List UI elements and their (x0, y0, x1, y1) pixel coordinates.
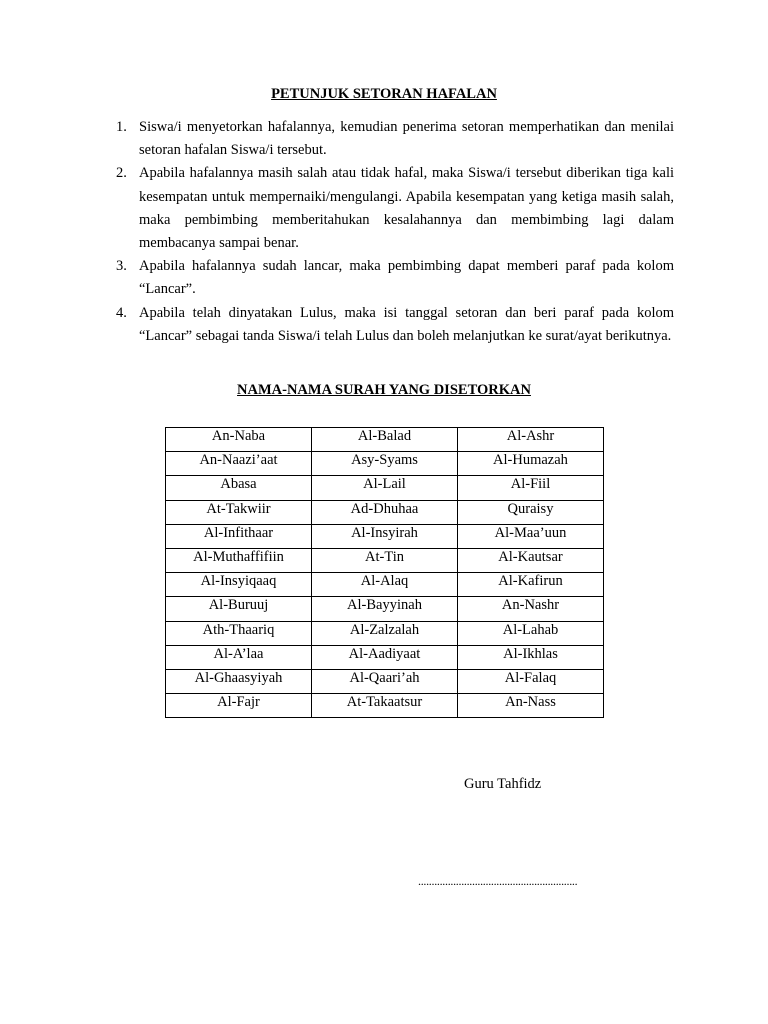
surah-table-body (166, 428, 604, 718)
table-cell: Al-Balad (312, 428, 458, 452)
table-cell: Al-A’laa (166, 645, 312, 669)
table-cell: An-Naba (166, 428, 312, 452)
table-cell: Al-Insyiqaaq (166, 573, 312, 597)
table-cell: Al-Infithaar (166, 524, 312, 548)
instruction-list (114, 116, 674, 348)
table-cell: Al-Lail (312, 476, 458, 500)
table-cell: Al-Kafirun (458, 573, 604, 597)
instruction-item (114, 255, 674, 301)
instruction-item (114, 302, 674, 348)
table-cell: Al-Lahab (458, 621, 604, 645)
table-row (166, 452, 604, 476)
table-cell: Al-Kautsar (458, 548, 604, 572)
table-cell: At-Tin (312, 548, 458, 572)
table-row (166, 621, 604, 645)
table-cell: Asy-Syams (312, 452, 458, 476)
table-row (166, 476, 604, 500)
table-cell: Quraisy (458, 500, 604, 524)
page-title: PETUNJUK SETORAN HAFALAN (271, 86, 497, 102)
table-cell: Al-Ikhlas (458, 645, 604, 669)
table-cell: Al-Muthaffifiin (166, 548, 312, 572)
table-row (166, 597, 604, 621)
table-cell: Al-Ghaasyiyah (166, 669, 312, 693)
table-row (166, 548, 604, 572)
table-cell: An-Naazi’aat (166, 452, 312, 476)
table-cell: Al-Fajr (166, 694, 312, 718)
instruction-number: 4. (116, 304, 127, 321)
table-cell: Al-Fiil (458, 476, 604, 500)
table-row (166, 428, 604, 452)
table-cell: An-Nass (458, 694, 604, 718)
table-cell: Al-Alaq (312, 573, 458, 597)
instruction-item (114, 162, 674, 255)
table-cell: Abasa (166, 476, 312, 500)
table-row (166, 645, 604, 669)
table-row (166, 500, 604, 524)
table-cell: At-Takaatsur (312, 694, 458, 718)
table-cell: Al-Bayyinah (312, 597, 458, 621)
instruction-number: 2. (116, 165, 127, 182)
table-cell: Ath-Thaariq (166, 621, 312, 645)
table-row (166, 669, 604, 693)
table-cell: Al-Humazah (458, 452, 604, 476)
instruction-text: Apabila hafalannya sudah lancar, maka pembimbing dapat memberi paraf pada kolom “Lancar”. (139, 258, 674, 298)
table-row (166, 694, 604, 718)
table-cell: Al-Qaari’ah (312, 669, 458, 693)
table-cell: Al-Ashr (458, 428, 604, 452)
table-cell: Al-Maa’uun (458, 524, 604, 548)
surah-table (165, 427, 604, 718)
table-cell: Al-Falaq (458, 669, 604, 693)
instruction-text: Apabila telah dinyatakan Lulus, maka isi tanggal setoran dan beri paraf pada kolom “Lancar” sebagai tanda Siswa/i telah Lulus dan boleh melanjutkan ke surat/ayat berikutnya. (139, 304, 674, 344)
instruction-number: 3. (116, 258, 127, 275)
instruction-number: 1. (116, 119, 127, 135)
table-row (166, 524, 604, 548)
table-row (166, 573, 604, 597)
table-cell: An-Nashr (458, 597, 604, 621)
table-cell: Ad-Dhuhaa (312, 500, 458, 524)
table-title: NAMA-NAMA SURAH YANG DISETORKAN (237, 382, 531, 398)
instruction-item (114, 116, 674, 162)
table-cell: Al-Buruuj (166, 597, 312, 621)
signature-role: Guru Tahfidz (464, 776, 542, 792)
table-cell: Al-Aadiyaat (312, 645, 458, 669)
table-cell: Al-Zalzalah (312, 621, 458, 645)
instruction-text: Siswa/i menyetorkan hafalannya, kemudian penerima setoran memperhatikan dan menilai setoran hafalan Siswa/i tersebut. (139, 119, 674, 159)
signature-line: ........................................................... (418, 874, 578, 888)
instruction-text: Apabila hafalannya masih salah atau tidak hafal, maka Siswa/i tersebut diberikan tiga kali kesempatan untuk mempernaiki/mengulangi. Apabila kesempatan yang ketiga masih salah, maka pembimbing memberitahukan kesalahannya dan membimbing lagi dalam membacanya sampai benar. (139, 165, 674, 252)
table-cell: At-Takwiir (166, 500, 312, 524)
table-cell: Al-Insyirah (312, 524, 458, 548)
